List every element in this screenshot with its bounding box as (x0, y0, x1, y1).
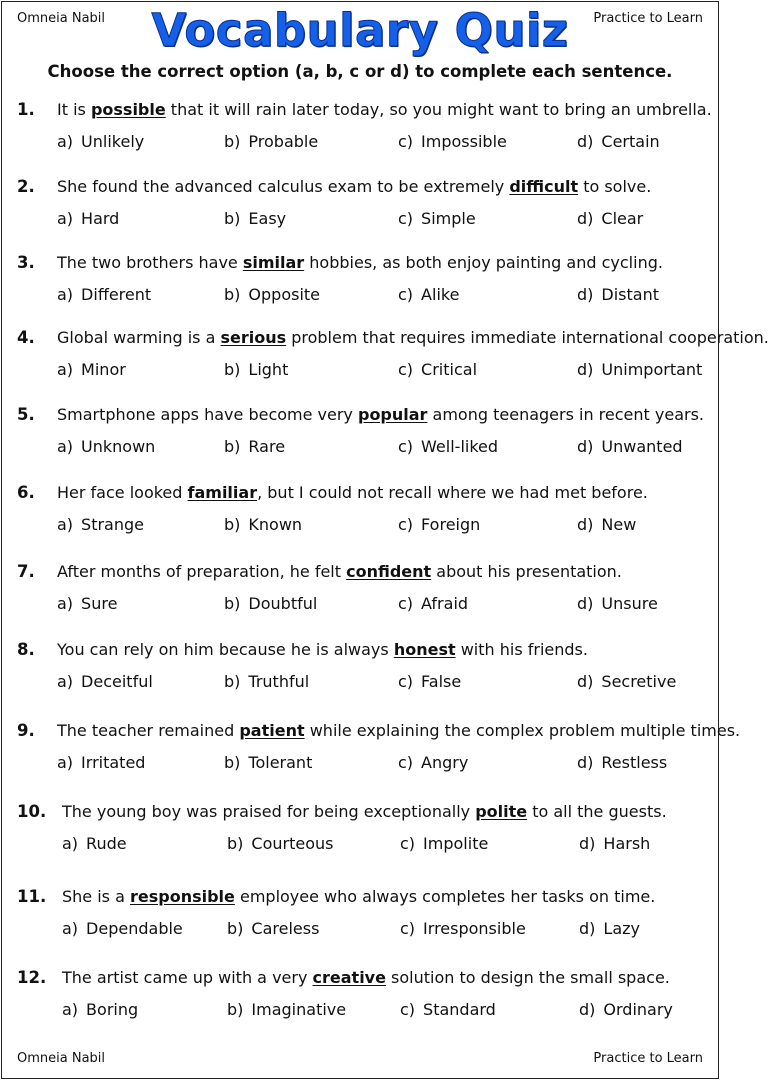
answer-option (62, 834, 127, 853)
option-letter: b) (224, 515, 241, 534)
keyword: serious (220, 328, 287, 347)
answer-option (579, 1000, 673, 1019)
option-text: Deceitful (81, 672, 153, 691)
option-text: Truthful (248, 672, 310, 691)
answer-option (57, 360, 126, 379)
option-text: Light (248, 360, 289, 379)
answer-option (224, 594, 317, 613)
option-letter: b) (224, 672, 241, 691)
keyword: difficult (509, 177, 579, 196)
answer-option (577, 437, 683, 456)
answer-option (577, 285, 659, 304)
option-text: Irritated (81, 753, 146, 772)
worksheet-page (1, 1, 769, 1079)
answer-option (577, 753, 667, 772)
answer-option (400, 1000, 496, 1019)
answer-option (577, 209, 643, 228)
keyword: confident (346, 562, 432, 581)
option-letter: b) (227, 1000, 244, 1019)
option-letter: b) (227, 834, 244, 853)
answer-option (577, 132, 660, 151)
answer-option (224, 672, 309, 691)
option-letter: d) (577, 672, 594, 691)
question-number: 12. (17, 968, 47, 987)
option-text: Restless (601, 753, 668, 772)
question-number: 4. (17, 328, 35, 347)
option-letter: d) (577, 285, 594, 304)
answer-option (398, 209, 476, 228)
keyword: popular (357, 405, 428, 424)
option-text: Rude (86, 834, 127, 853)
sentence-text-after: that it will rain later today, so you might want to bring an umbrella. (165, 100, 712, 119)
option-letter: c) (398, 753, 414, 772)
sentence-text-after: to solve. (578, 177, 652, 196)
option-text: Impolite (423, 834, 489, 853)
question-number: 8. (17, 640, 35, 659)
answer-option (62, 919, 183, 938)
option-text: Sure (81, 594, 118, 613)
option-letter: d) (577, 515, 594, 534)
sentence-text-after: with his friends. (455, 640, 588, 659)
option-letter: a) (57, 594, 74, 613)
question-sentence (62, 802, 667, 821)
option-letter: c) (398, 132, 414, 151)
answer-option (398, 753, 468, 772)
option-text: Doubtful (248, 594, 318, 613)
answer-option (227, 834, 333, 853)
option-text: Unknown (81, 437, 156, 456)
option-letter: d) (577, 132, 594, 151)
keyword: creative (312, 968, 386, 987)
option-letter: d) (579, 1000, 596, 1019)
option-letter: d) (577, 437, 594, 456)
answer-option (224, 360, 288, 379)
answer-option (224, 437, 285, 456)
question-sentence (62, 887, 655, 906)
option-letter: a) (62, 1000, 79, 1019)
question-sentence (57, 721, 740, 740)
question-sentence (57, 253, 663, 272)
option-letter: a) (57, 209, 74, 228)
sentence-text-before: The two brothers have (57, 253, 243, 272)
option-letter: b) (224, 594, 241, 613)
option-text: Hard (81, 209, 120, 228)
answer-option (577, 515, 636, 534)
answer-option (57, 437, 155, 456)
answer-option (224, 209, 286, 228)
option-letter: a) (57, 515, 74, 534)
sentence-text-after: among teenagers in recent years. (427, 405, 705, 424)
question-number: 10. (17, 802, 47, 821)
option-letter: b) (224, 285, 241, 304)
sentence-text-before: The artist came up with a very (62, 968, 313, 987)
question-sentence (57, 100, 712, 119)
question-sentence (57, 483, 648, 502)
answer-option (398, 594, 468, 613)
keyword: responsible (129, 887, 235, 906)
option-text: Courteous (251, 834, 334, 853)
option-text: New (601, 515, 637, 534)
option-text: Alike (421, 285, 460, 304)
option-letter: a) (62, 919, 79, 938)
question-number: 2. (17, 177, 35, 196)
option-text: Impossible (421, 132, 507, 151)
question-number: 11. (17, 887, 47, 906)
answer-option (57, 594, 117, 613)
option-letter: c) (398, 515, 414, 534)
answer-option (224, 285, 320, 304)
sentence-text-before: She found the advanced calculus exam to be extremely (57, 177, 510, 196)
question-number: 6. (17, 483, 35, 502)
option-letter: c) (398, 437, 414, 456)
answer-option (579, 834, 650, 853)
sentence-text-after: solution to design the small space. (385, 968, 670, 987)
footer-tagline: Practice to Learn (593, 1051, 703, 1066)
option-letter: d) (577, 209, 594, 228)
option-letter: a) (57, 285, 74, 304)
answer-option (398, 437, 498, 456)
option-letter: a) (57, 360, 74, 379)
sentence-text-after: hobbies, as both enjoy painting and cycling. (304, 253, 663, 272)
answer-option (398, 132, 507, 151)
option-letter: c) (400, 834, 416, 853)
option-text: Certain (601, 132, 660, 151)
question-number: 1. (17, 100, 35, 119)
option-letter: b) (224, 132, 241, 151)
answer-option (57, 285, 151, 304)
option-text: Strange (81, 515, 144, 534)
answer-option (57, 672, 153, 691)
answer-option (398, 515, 480, 534)
sentence-text-after: problem that requires immediate international cooperation. (286, 328, 769, 347)
option-letter: c) (398, 594, 414, 613)
answer-option (57, 132, 144, 151)
question-sentence (57, 562, 622, 581)
option-text: Boring (86, 1000, 139, 1019)
question-sentence (57, 177, 651, 196)
sentence-text-after: about his presentation. (431, 562, 622, 581)
option-text: Angry (421, 753, 469, 772)
keyword: similar (242, 253, 305, 272)
question-sentence (57, 640, 588, 659)
option-text: Probable (248, 132, 319, 151)
option-text: Afraid (421, 594, 469, 613)
option-text: Careless (251, 919, 320, 938)
option-letter: c) (398, 672, 414, 691)
option-text: Easy (248, 209, 287, 228)
option-letter: c) (400, 919, 416, 938)
option-text: Different (81, 285, 152, 304)
question-sentence (57, 328, 769, 347)
sentence-text-after: while explaining the complex problem multiple times. (304, 721, 741, 740)
sentence-text-after: , but I could not recall where we had met before. (257, 483, 648, 502)
answer-option (57, 209, 119, 228)
option-letter: b) (224, 209, 241, 228)
page-title: Vocabulary Quiz (151, 4, 569, 57)
footer-author-name: Omneia Nabil (17, 1051, 106, 1066)
option-letter: d) (577, 594, 594, 613)
sentence-text-before: It is (57, 100, 91, 119)
answer-option (400, 919, 526, 938)
keyword: patient (239, 721, 305, 740)
option-letter: c) (400, 1000, 416, 1019)
option-letter: a) (57, 753, 74, 772)
option-letter: a) (57, 132, 74, 151)
option-text: Clear (601, 209, 644, 228)
question-sentence (57, 405, 704, 424)
instruction: Choose the correct option (a, b, c or d) to complete each sentence. (47, 62, 673, 81)
option-text: Opposite (248, 285, 320, 304)
answer-option (62, 1000, 138, 1019)
option-text: Well-liked (421, 437, 499, 456)
sentence-text-before: Smartphone apps have become very (57, 405, 358, 424)
option-text: Harsh (603, 834, 651, 853)
answer-option (224, 515, 302, 534)
sentence-text-before: Her face looked (57, 483, 188, 502)
option-letter: d) (579, 919, 596, 938)
question-number: 3. (17, 253, 35, 272)
option-text: Distant (601, 285, 659, 304)
answer-option (227, 919, 319, 938)
tagline: Practice to Learn (593, 11, 703, 26)
sentence-text-after: employee who always completes her tasks on time. (234, 887, 656, 906)
sentence-text-before: You can rely on him because he is always (57, 640, 394, 659)
option-text: Foreign (421, 515, 481, 534)
option-text: Lazy (603, 919, 640, 938)
option-letter: c) (398, 285, 414, 304)
option-letter: d) (577, 360, 594, 379)
option-text: Critical (421, 360, 478, 379)
option-text: Minor (81, 360, 126, 379)
option-text: Unlikely (81, 132, 145, 151)
answer-option (224, 132, 318, 151)
answer-option (227, 1000, 346, 1019)
keyword: honest (393, 640, 456, 659)
sentence-text-before: Global warming is a (57, 328, 221, 347)
sentence-text-before: The teacher remained (57, 721, 240, 740)
question-number: 9. (17, 721, 35, 740)
option-letter: d) (577, 753, 594, 772)
option-letter: c) (398, 360, 414, 379)
answer-option (577, 360, 702, 379)
option-text: Tolerant (248, 753, 313, 772)
question-number: 7. (17, 562, 35, 581)
answer-option (224, 753, 312, 772)
sentence-text-before: She is a (62, 887, 130, 906)
option-text: Unwanted (601, 437, 683, 456)
option-text: Unsure (601, 594, 658, 613)
answer-option (398, 285, 459, 304)
option-text: Known (248, 515, 303, 534)
option-text: Dependable (86, 919, 183, 938)
option-letter: b) (224, 753, 241, 772)
option-letter: b) (224, 437, 241, 456)
option-letter: a) (57, 672, 74, 691)
option-letter: c) (398, 209, 414, 228)
option-letter: a) (62, 834, 79, 853)
answer-option (577, 594, 658, 613)
option-text: Rare (248, 437, 286, 456)
option-letter: d) (579, 834, 596, 853)
answer-option (57, 753, 145, 772)
keyword: familiar (187, 483, 258, 502)
option-text: Ordinary (603, 1000, 673, 1019)
answer-option (398, 672, 461, 691)
keyword: polite (475, 802, 528, 821)
answer-option (398, 360, 477, 379)
sentence-text-before: After months of preparation, he felt (57, 562, 347, 581)
answer-option (57, 515, 144, 534)
sentence-text-after: to all the guests. (527, 802, 667, 821)
answer-option (400, 834, 488, 853)
keyword: possible (90, 100, 166, 119)
option-text: Standard (423, 1000, 496, 1019)
question-sentence (62, 968, 670, 987)
question-number: 5. (17, 405, 35, 424)
answer-option (579, 919, 640, 938)
option-text: Secretive (601, 672, 677, 691)
option-letter: b) (224, 360, 241, 379)
option-text: Imaginative (251, 1000, 347, 1019)
sentence-text-before: The young boy was praised for being exceptionally (62, 802, 476, 821)
option-text: Unimportant (601, 360, 703, 379)
option-letter: a) (57, 437, 74, 456)
option-text: Irresponsible (423, 919, 526, 938)
option-text: False (421, 672, 462, 691)
answer-option (577, 672, 676, 691)
option-text: Simple (421, 209, 476, 228)
author-name: Omneia Nabil (17, 11, 106, 26)
option-letter: b) (227, 919, 244, 938)
